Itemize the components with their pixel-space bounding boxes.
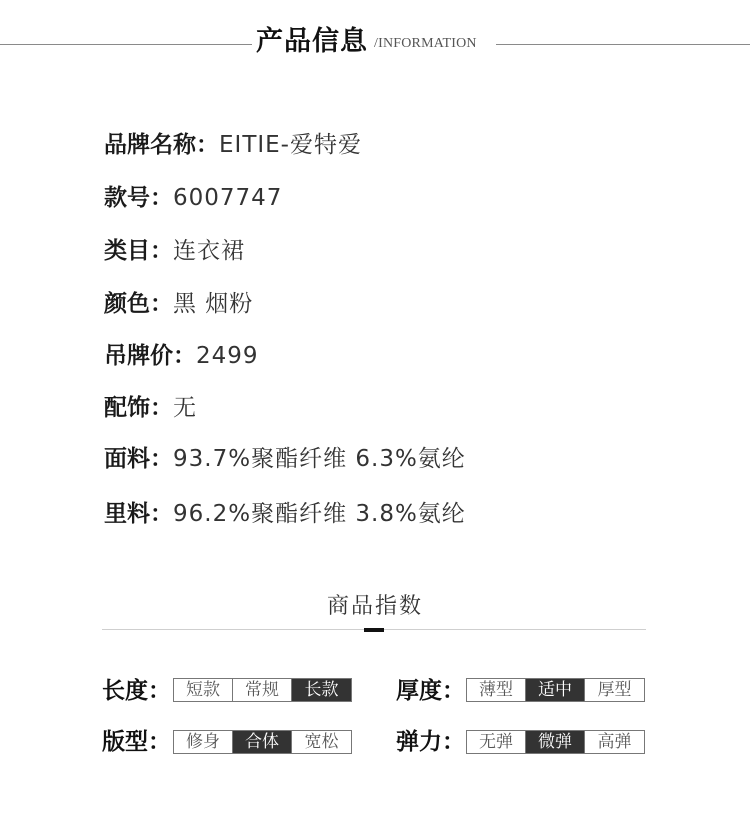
info-row-fabric [104, 442, 466, 476]
info-value: 无 [173, 395, 197, 421]
info-value: 96.2%聚酯纤维 3.8%氨纶 [173, 501, 466, 527]
length-option: 长款 [292, 679, 351, 701]
fit-option: 宽松 [292, 731, 351, 753]
page-subtitle: /INFORMATION [374, 36, 477, 51]
info-row-price [104, 339, 259, 373]
fit-option: 修身 [174, 731, 233, 753]
info-row-accessory [104, 391, 197, 425]
elasticity-options [466, 730, 645, 754]
thickness-option: 适中 [526, 679, 585, 701]
info-label: 配饰： [104, 395, 173, 421]
info-label: 里料： [104, 501, 173, 527]
elasticity-label: 弹力： [396, 729, 465, 755]
header-divider-right [496, 44, 750, 45]
thickness-option: 厚型 [585, 679, 644, 701]
thickness-options [466, 678, 645, 702]
page-title: 产品信息 [256, 26, 368, 57]
info-value: 6007747 [173, 185, 283, 211]
fit-options [173, 730, 352, 754]
fit-label: 版型： [102, 729, 171, 755]
info-value: 连衣裙 [173, 238, 245, 264]
elasticity-option: 微弹 [526, 731, 585, 753]
elasticity-option: 高弹 [585, 731, 644, 753]
info-label: 颜色： [104, 291, 173, 317]
info-label: 面料： [104, 446, 173, 472]
section-accent-mark [364, 628, 384, 632]
elasticity-option: 无弹 [467, 731, 526, 753]
thickness-label: 厚度： [396, 678, 465, 704]
length-option: 常规 [233, 679, 292, 701]
info-value: 黑 烟粉 [173, 291, 254, 317]
info-label: 类目： [104, 238, 173, 264]
info-row-lining [104, 497, 466, 531]
info-row-style-no [104, 181, 282, 215]
info-value: EITIE-爱特爱 [219, 132, 362, 158]
info-label: 吊牌价： [104, 343, 196, 369]
thickness-option: 薄型 [467, 679, 526, 701]
fit-option: 合体 [233, 731, 292, 753]
info-row-category [104, 234, 245, 268]
info-value: 2499 [196, 343, 259, 369]
section-title: 商品指数 [326, 594, 423, 619]
info-row-color [104, 287, 253, 321]
info-label: 款号： [104, 185, 173, 211]
info-row-brand [104, 128, 362, 162]
length-options [173, 678, 352, 702]
length-option: 短款 [174, 679, 233, 701]
info-label: 品牌名称： [104, 132, 219, 158]
info-value: 93.7%聚酯纤维 6.3%氨纶 [173, 446, 466, 472]
length-label: 长度： [102, 678, 171, 704]
header-divider-left [0, 44, 252, 45]
